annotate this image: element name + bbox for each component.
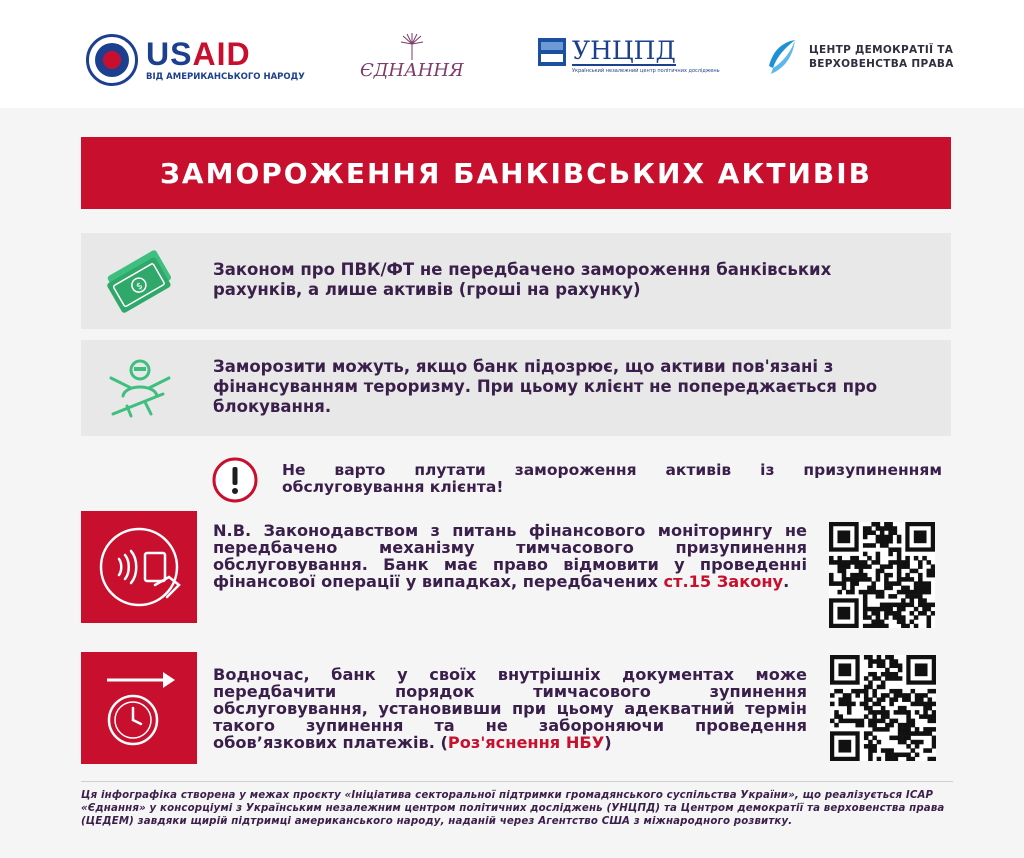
usaid-wordmark: USAID (146, 36, 251, 72)
contactless-payment-icon (81, 511, 197, 623)
usaid-tagline: ВІД АМЕРИКАНСЬКОГО НАРОДУ (146, 72, 305, 82)
cedem-line1: ЦЕНТР ДЕМОКРАТІЇ ТА (809, 44, 954, 56)
info-block-terrorism (81, 340, 951, 436)
cedem-logo (765, 38, 954, 76)
page-title: ЗАМОРОЖЕННЯ БАНКІВСЬКИХ АКТИВІВ (81, 137, 951, 209)
note-text-internal-docs: Водночас, банк у своїх внутрішніх документах може передбачити порядок тимчасового зупинення обслуговування, установивши при цьому адекватний термін такого зупинення та не забороняючи проведення обов’язкових платежів. (Роз'яснення НБУ) (213, 665, 807, 752)
info-text-accounts: Законом про ПВК/ФТ не передбачено замороження банківських рахунків, а лише активів (гроші на рахунку) (213, 260, 832, 299)
uncpd-wordmark: УНЦПД (572, 36, 676, 65)
terrorist-icon (105, 354, 175, 422)
usaid-logo (86, 34, 305, 86)
qr-code-nbu[interactable] (830, 655, 936, 761)
law-article-link[interactable]: ст.15 Закону (663, 572, 784, 591)
dandelion-icon (397, 32, 427, 62)
nbu-clarification-link[interactable]: Роз'яснення НБУ (447, 733, 605, 752)
uncpd-logo (538, 36, 720, 74)
timer-arrow-icon (81, 652, 197, 764)
ednannia-wordmark: ЄДНАННЯ (360, 60, 464, 81)
contactless-panel (81, 511, 197, 623)
cedem-line2: ВЕРХОВЕНСТВА ПРАВА (809, 58, 954, 70)
footer-text: Ця інфографіка створена у межах проєкту «Ініціатива секторальної підтримки громадянського суспільства України», що реалізується ІСАР «Єднання» у консорціумі з Українським незалежним центром політичних досліджень (УНЦПД) та Центром демократії та верховенства права (ЦЕДЕМ) завдяки щирій підтримці американського народу, наданій через Агентство США з міжнародного розвитку. (81, 790, 945, 827)
uncpd-subtitle: Український незалежний центр політичних досліджень (572, 68, 720, 74)
info-block-accounts (81, 233, 951, 329)
usaid-seal-icon (86, 34, 138, 86)
money-icon (105, 247, 175, 315)
warning-text: Не варто плутати замороження активів із призупиненням обслуговування клієнта! (282, 461, 942, 496)
note-text-suspension: N.B. Законодавством з питань фінансового моніторингу не передбачено механізму тимчасового призупинення обслуговування. Банк має право відмовити у проведенні фінансової операції у випадках, передбачених ст.15 Закону. (213, 521, 807, 591)
exclamation-icon (211, 456, 259, 504)
uncpd-flag-icon (538, 38, 566, 66)
quill-icon (765, 38, 799, 76)
svg-text:$: $ (134, 281, 145, 293)
qr-code-law[interactable] (829, 522, 935, 628)
footer-divider (81, 781, 953, 782)
timer-panel (81, 652, 197, 764)
info-text-terrorism: Заморозити можуть, якщо банк підозрює, що активи пов'язані з фінансуванням тероризму. При цьому клієнт не попереджається про блокування. (213, 357, 878, 416)
ednannia-logo (360, 32, 464, 81)
